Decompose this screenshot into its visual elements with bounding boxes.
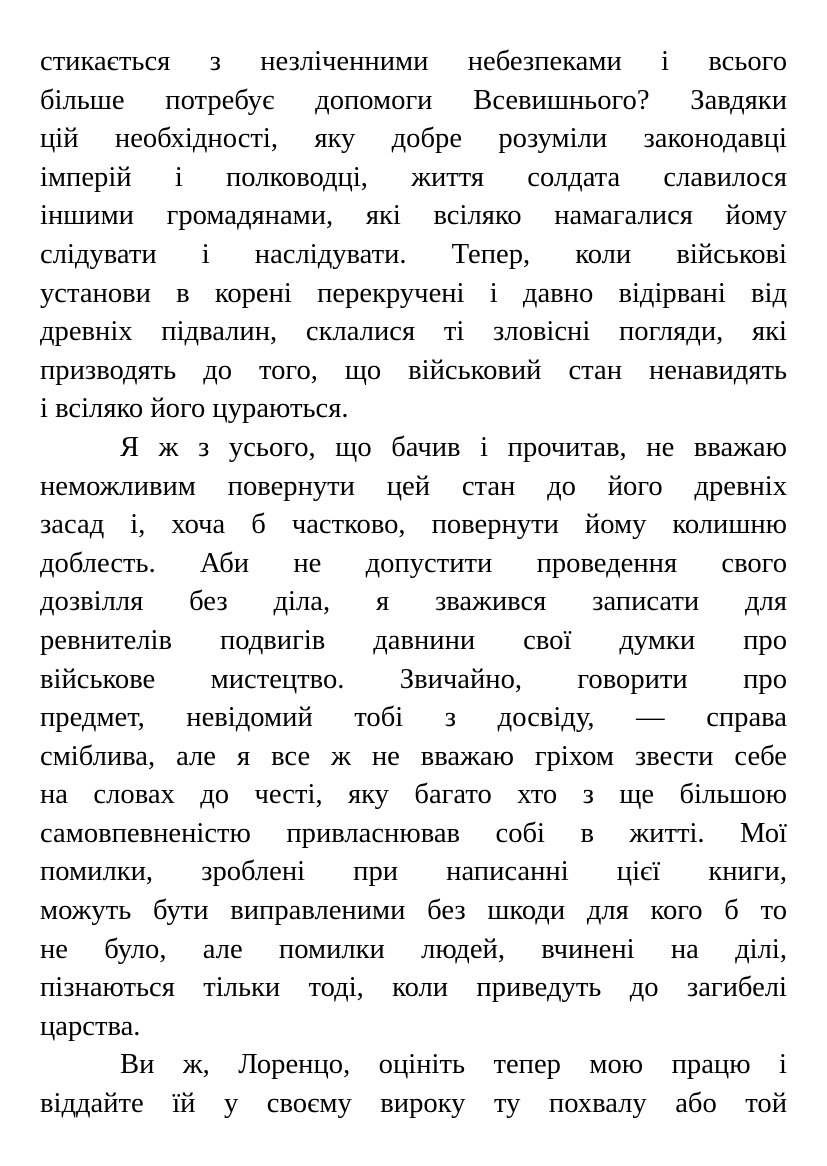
text-line: не було, але помилки людей, вчинені на ділі, — [40, 933, 787, 965]
text-line: древніх підвалин, склалися ті зловісні погляди, які — [40, 316, 787, 348]
text-line: цій необхідності, яку добре розуміли законодавці — [40, 123, 787, 155]
text-line: слідувати і наслідувати. Тепер, коли військові — [40, 238, 787, 270]
text-line: неможливим повернути цей стан до його древніх — [40, 470, 787, 502]
text-line: призводять до того, що військовий стан ненавидять — [40, 354, 787, 386]
text-line: установи в корені перекручені і давно відірвані від — [40, 277, 787, 309]
text-line: віддайте їй у своєму вироку ту похвалу або той — [40, 1088, 787, 1120]
text-line: Я ж з усього, що бачив і прочитав, не вважаю — [120, 431, 787, 463]
body-text — [40, 43, 787, 1124]
text-line: дозвілля без діла, я зважився записати для — [40, 586, 787, 618]
text-line: більше потребує допомоги Всевишнього? Завдяки — [40, 84, 787, 116]
text-line: засад і, хоча б частково, повернути йому колишню — [40, 509, 787, 541]
text-line: предмет, невідомий тобі з досвіду, — справа — [40, 702, 787, 734]
text-line: іншими громадянами, які всіляко намагалися йому — [40, 200, 787, 232]
text-line: стикається з незліченними небезпеками і всього — [40, 46, 787, 77]
text-line: сміблива, але я все ж не вважаю гріхом звести себе — [40, 740, 787, 772]
paragraph-3 — [40, 1046, 787, 1123]
paragraph-1 — [40, 43, 787, 429]
text-line: пізнаються тільки тоді, коли приведуть до загибелі — [40, 972, 787, 1004]
text-line: військове мистецтво. Звичайно, говорити про — [40, 663, 787, 695]
text-line: можуть бути виправленими без шкоди для кого б то — [40, 895, 787, 927]
text-line: самовпевненістю привласнював собі в житті. Мої — [40, 817, 787, 849]
text-line: Ви ж, Лоренцо, оцініть тепер мою працю і — [120, 1049, 787, 1081]
text-line: ревнителів подвигів давнини свої думки про — [40, 624, 787, 656]
text-line: доблесть. Аби не допустити проведення свого — [40, 547, 787, 579]
paragraph-2 — [40, 429, 787, 1047]
text-line: і всіляко його цураються. — [40, 393, 349, 425]
text-line: імперій і полководці, життя солдата славилося — [40, 161, 787, 193]
text-line: помилки, зроблені при написанні цієї книги, — [40, 856, 787, 888]
text-line: царства. — [40, 1010, 141, 1042]
text-line: на словах до честі, яку багато хто з ще більшою — [40, 779, 787, 811]
